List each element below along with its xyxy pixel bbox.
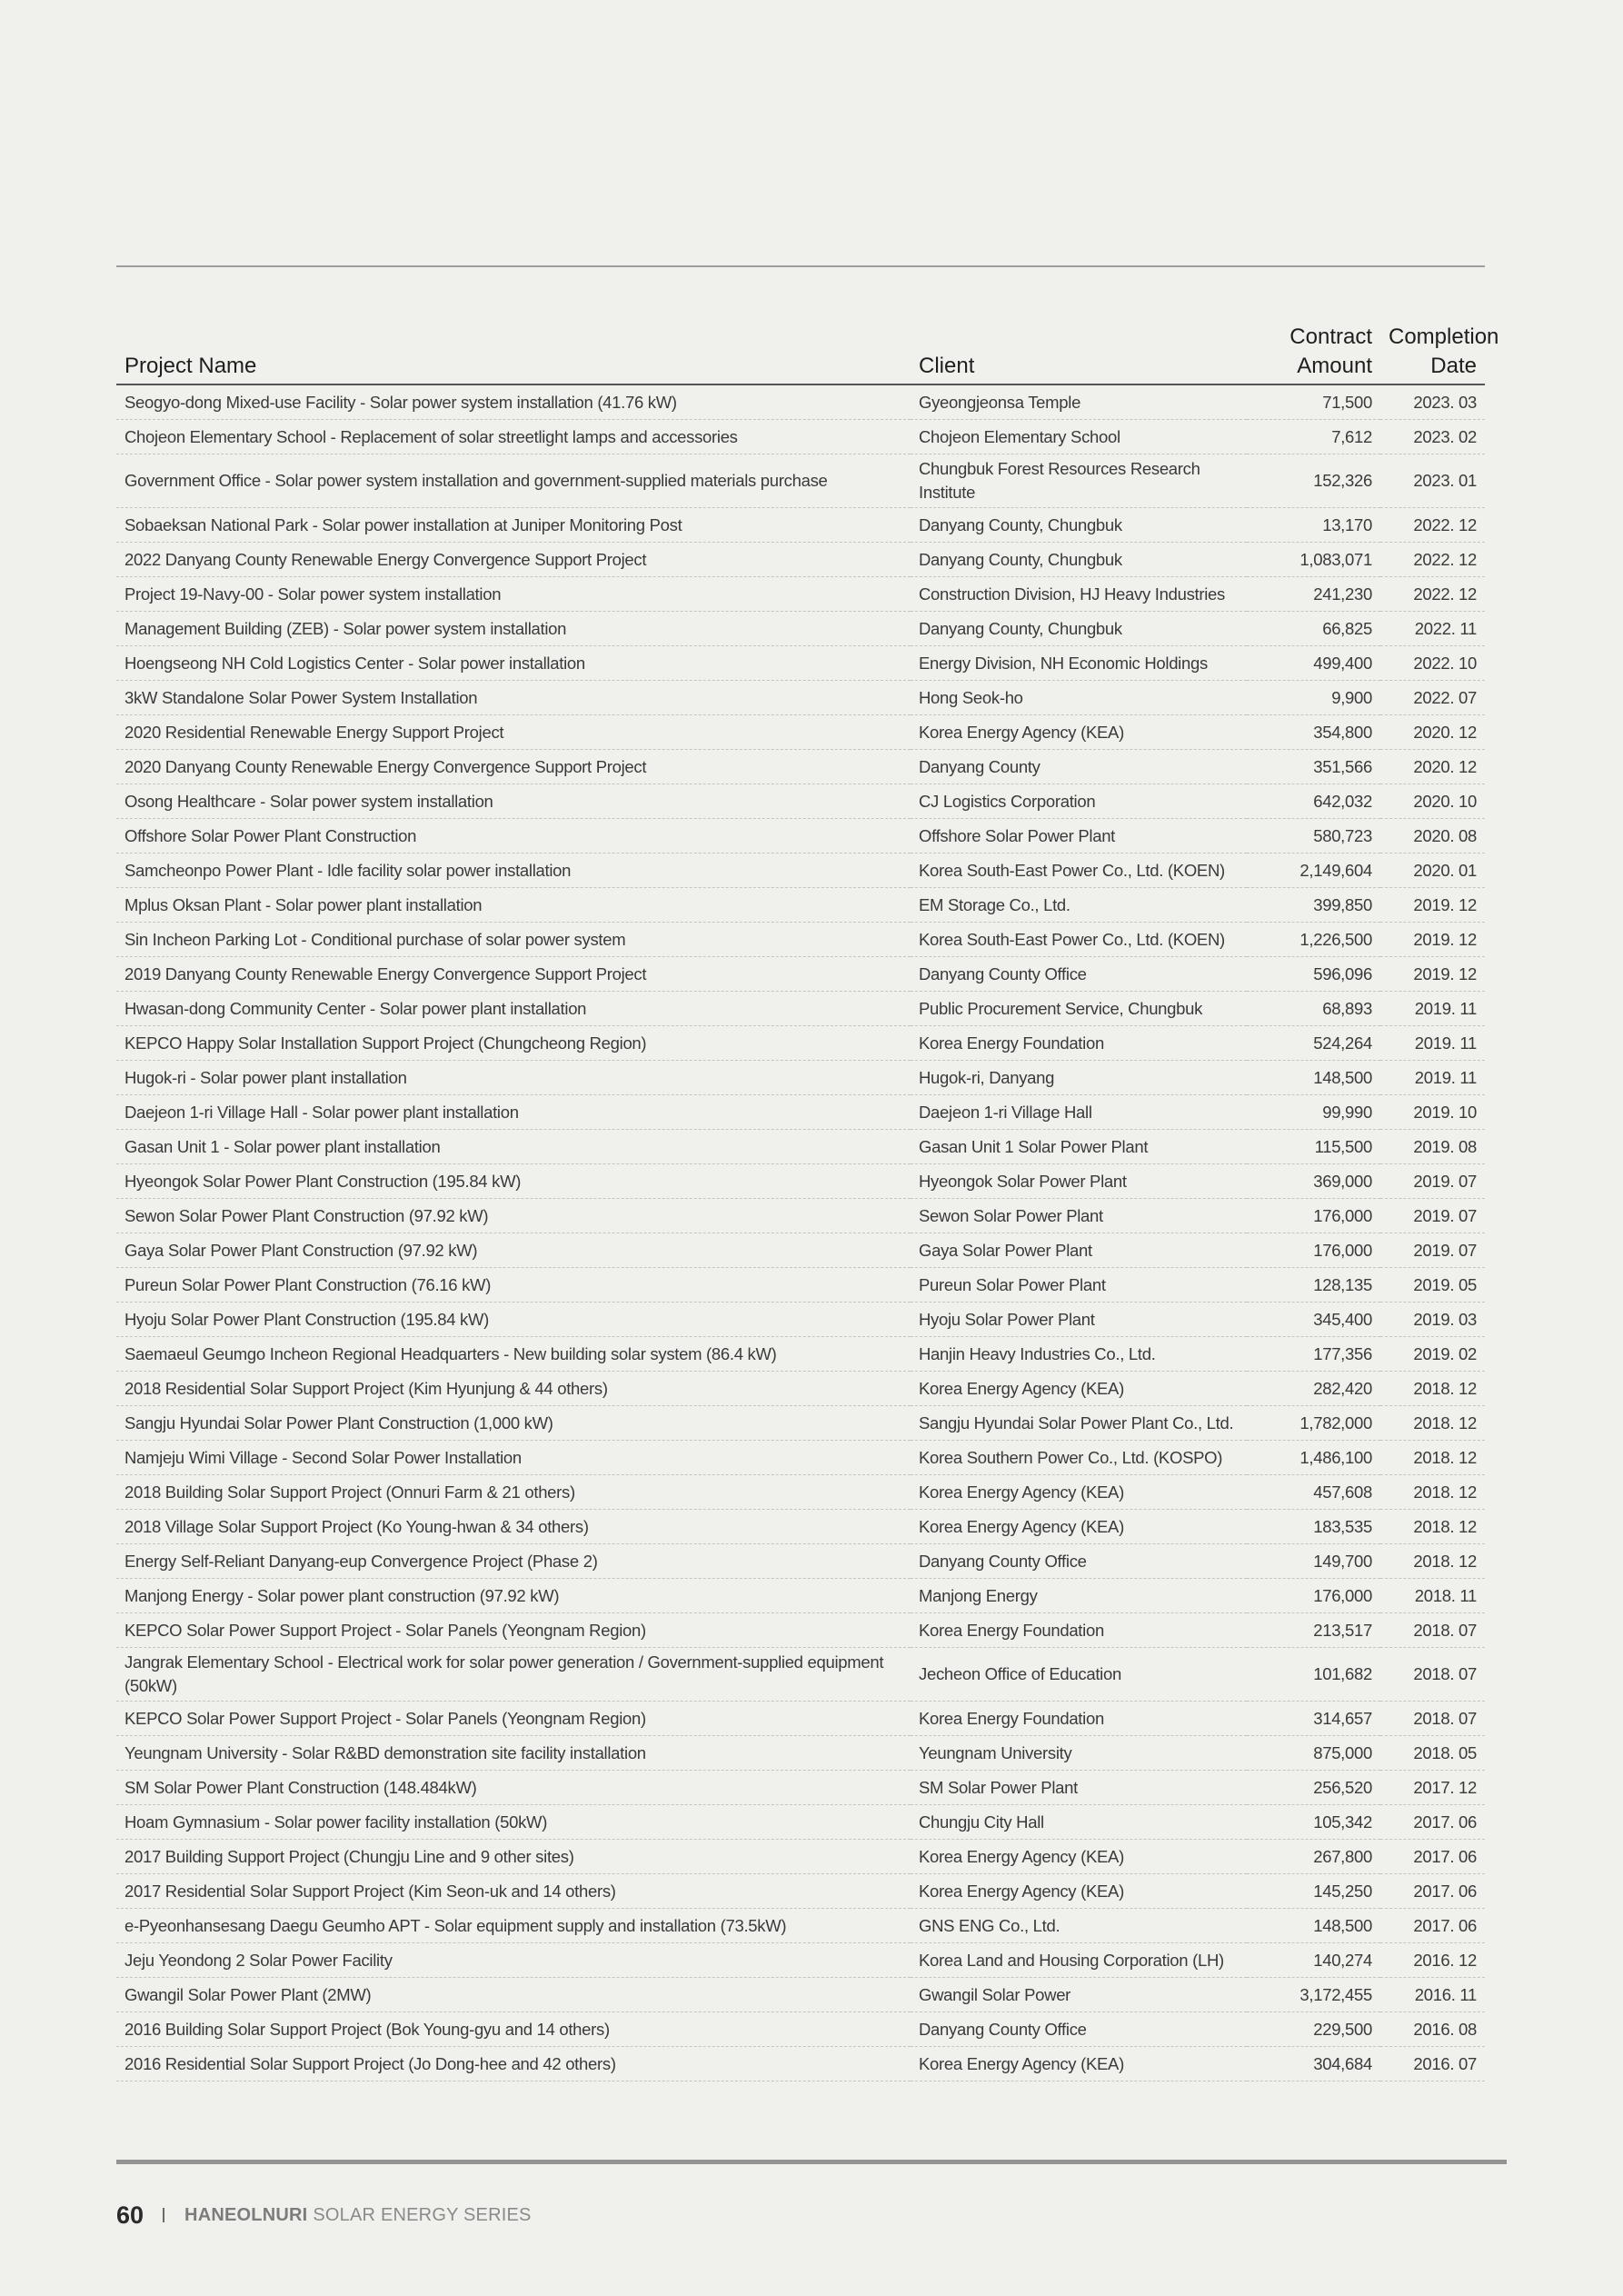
client-cell: Korea Energy Agency (KEA) xyxy=(911,1475,1247,1510)
project-name-cell: Hyoju Solar Power Plant Construction (195.84 kW) xyxy=(116,1303,911,1337)
table-row xyxy=(116,1909,1485,1943)
contract-amount-cell: 2,149,604 xyxy=(1247,854,1380,888)
client-cell: Danyang County Office xyxy=(911,2012,1247,2047)
contract-amount-cell: 177,356 xyxy=(1247,1337,1380,1372)
contract-amount-cell: 99,990 xyxy=(1247,1095,1380,1130)
completion-date-cell: 2019. 08 xyxy=(1380,1130,1485,1164)
table-row xyxy=(116,1026,1485,1061)
footer-series: SOLAR ENERGY SERIES xyxy=(313,2204,532,2225)
client-cell: Danyang County Office xyxy=(911,1544,1247,1579)
client-cell: GNS ENG Co., Ltd. xyxy=(911,1909,1247,1943)
completion-date-cell: 2016. 12 xyxy=(1380,1943,1485,1978)
table-row xyxy=(116,992,1485,1026)
table-row xyxy=(116,1303,1485,1337)
project-name-cell: 2017 Residential Solar Support Project (Kim Seon-uk and 14 others) xyxy=(116,1874,911,1909)
completion-date-cell: 2019. 02 xyxy=(1380,1337,1485,1372)
contract-amount-cell: 369,000 xyxy=(1247,1164,1380,1199)
contract-amount-cell: 642,032 xyxy=(1247,784,1380,819)
contract-amount-cell: 351,566 xyxy=(1247,750,1380,784)
table-row xyxy=(116,1613,1485,1648)
contract-amount-cell: 314,657 xyxy=(1247,1702,1380,1736)
table-row xyxy=(116,923,1485,957)
completion-date-cell: 2018. 12 xyxy=(1380,1372,1485,1406)
client-cell: Gyeongjeonsa Temple xyxy=(911,384,1247,420)
client-cell: Korea Energy Foundation xyxy=(911,1026,1247,1061)
contract-amount-cell: 1,782,000 xyxy=(1247,1406,1380,1441)
project-name-cell: 2016 Building Solar Support Project (Bok Young-gyu and 14 others) xyxy=(116,2012,911,2047)
completion-date-cell: 2017. 06 xyxy=(1380,1909,1485,1943)
completion-date-cell: 2018. 12 xyxy=(1380,1510,1485,1544)
contract-amount-cell: 140,274 xyxy=(1247,1943,1380,1978)
contract-amount-cell: 241,230 xyxy=(1247,577,1380,612)
client-cell: Gaya Solar Power Plant xyxy=(911,1233,1247,1268)
client-cell: Korea Southern Power Co., Ltd. (KOSPO) xyxy=(911,1441,1247,1475)
project-name-cell: Seogyo-dong Mixed-use Facility - Solar power system installation (41.76 kW) xyxy=(116,384,911,420)
project-name-cell: Gasan Unit 1 - Solar power plant installation xyxy=(116,1130,911,1164)
project-name-cell: Offshore Solar Power Plant Construction xyxy=(116,819,911,854)
table-row xyxy=(116,2012,1485,2047)
project-name-cell: Yeungnam University - Solar R&BD demonstration site facility installation xyxy=(116,1736,911,1771)
client-cell: Gasan Unit 1 Solar Power Plant xyxy=(911,1130,1247,1164)
table-row xyxy=(116,1978,1485,2012)
project-name-cell: 2020 Danyang County Renewable Energy Convergence Support Project xyxy=(116,750,911,784)
completion-date-cell: 2017. 06 xyxy=(1380,1840,1485,1874)
table-row xyxy=(116,2047,1485,2081)
contract-amount-cell: 149,700 xyxy=(1247,1544,1380,1579)
contract-amount-cell: 101,682 xyxy=(1247,1648,1380,1702)
client-cell: Offshore Solar Power Plant xyxy=(911,819,1247,854)
client-cell: Hyoju Solar Power Plant xyxy=(911,1303,1247,1337)
project-name-cell: KEPCO Solar Power Support Project - Solar Panels (Yeongnam Region) xyxy=(116,1702,911,1736)
client-cell: Hyeongok Solar Power Plant xyxy=(911,1164,1247,1199)
project-name-cell: Namjeju Wimi Village - Second Solar Power Installation xyxy=(116,1441,911,1475)
contract-amount-cell: 229,500 xyxy=(1247,2012,1380,2047)
table-row xyxy=(116,681,1485,715)
table-body xyxy=(116,384,1485,2081)
contract-amount-cell: 148,500 xyxy=(1247,1061,1380,1095)
completion-date-cell: 2019. 07 xyxy=(1380,1199,1485,1233)
completion-date-cell: 2016. 08 xyxy=(1380,2012,1485,2047)
contract-amount-cell: 7,612 xyxy=(1247,420,1380,454)
contract-amount-cell: 1,226,500 xyxy=(1247,923,1380,957)
project-name-cell: Hwasan-dong Community Center - Solar power plant installation xyxy=(116,992,911,1026)
header-contract-amount xyxy=(1247,323,1380,384)
contract-amount-cell: 282,420 xyxy=(1247,1372,1380,1406)
completion-date-cell: 2020. 12 xyxy=(1380,750,1485,784)
project-name-cell: 2022 Danyang County Renewable Energy Convergence Support Project xyxy=(116,543,911,577)
client-cell: Korea South-East Power Co., Ltd. (KOEN) xyxy=(911,923,1247,957)
completion-date-cell: 2019. 05 xyxy=(1380,1268,1485,1303)
completion-date-cell: 2020. 08 xyxy=(1380,819,1485,854)
project-name-cell: Saemaeul Geumgo Incheon Regional Headquarters - New building solar system (86.4 kW) xyxy=(116,1337,911,1372)
project-name-cell: Hugok-ri - Solar power plant installation xyxy=(116,1061,911,1095)
completion-date-cell: 2019. 07 xyxy=(1380,1233,1485,1268)
header-contract-amount-line2: Amount xyxy=(1297,354,1372,378)
completion-date-cell: 2020. 12 xyxy=(1380,715,1485,750)
contract-amount-cell: 457,608 xyxy=(1247,1475,1380,1510)
client-cell: Korea Energy Agency (KEA) xyxy=(911,1372,1247,1406)
contract-amount-cell: 9,900 xyxy=(1247,681,1380,715)
completion-date-cell: 2019. 03 xyxy=(1380,1303,1485,1337)
project-name-cell: KEPCO Solar Power Support Project - Solar Panels (Yeongnam Region) xyxy=(116,1613,911,1648)
table-row xyxy=(116,1475,1485,1510)
contract-amount-cell: 354,800 xyxy=(1247,715,1380,750)
completion-date-cell: 2018. 11 xyxy=(1380,1579,1485,1613)
client-cell: Jecheon Office of Education xyxy=(911,1648,1247,1702)
contract-amount-cell: 105,342 xyxy=(1247,1805,1380,1840)
table-row xyxy=(116,1579,1485,1613)
client-cell: Korea Energy Agency (KEA) xyxy=(911,1874,1247,1909)
footer-brand: HANEOLNURI xyxy=(184,2204,308,2225)
client-cell: Construction Division, HJ Heavy Industries xyxy=(911,577,1247,612)
project-name-cell: 2018 Building Solar Support Project (Onnuri Farm & 21 others) xyxy=(116,1475,911,1510)
contract-amount-cell: 580,723 xyxy=(1247,819,1380,854)
table-row xyxy=(116,646,1485,681)
header-completion-date xyxy=(1380,323,1499,384)
project-name-cell: 2016 Residential Solar Support Project (Jo Dong-hee and 42 others) xyxy=(116,2047,911,2081)
client-cell: SM Solar Power Plant xyxy=(911,1771,1247,1805)
client-cell: EM Storage Co., Ltd. xyxy=(911,888,1247,923)
client-cell: Korea Energy Agency (KEA) xyxy=(911,715,1247,750)
completion-date-cell: 2018. 12 xyxy=(1380,1544,1485,1579)
project-name-cell: e-Pyeonhansesang Daegu Geumho APT - Solar equipment supply and installation (73.5kW) xyxy=(116,1909,911,1943)
project-name-cell: Sobaeksan National Park - Solar power installation at Juniper Monitoring Post xyxy=(116,508,911,543)
client-cell: Chungju City Hall xyxy=(911,1805,1247,1840)
table-row xyxy=(116,1441,1485,1475)
completion-date-cell: 2018. 12 xyxy=(1380,1406,1485,1441)
bottom-divider xyxy=(116,2160,1507,2164)
client-cell: Korea Energy Agency (KEA) xyxy=(911,1840,1247,1874)
table-row xyxy=(116,1510,1485,1544)
project-name-cell: Management Building (ZEB) - Solar power system installation xyxy=(116,612,911,646)
table-row xyxy=(116,1268,1485,1303)
table-row xyxy=(116,819,1485,854)
client-cell: Pureun Solar Power Plant xyxy=(911,1268,1247,1303)
table-row xyxy=(116,577,1485,612)
client-cell: Danyang County Office xyxy=(911,957,1247,992)
completion-date-cell: 2022. 12 xyxy=(1380,577,1485,612)
project-name-cell: 2017 Building Support Project (Chungju Line and 9 other sites) xyxy=(116,1840,911,1874)
table-row xyxy=(116,1544,1485,1579)
table-row xyxy=(116,1805,1485,1840)
contract-amount-cell: 128,135 xyxy=(1247,1268,1380,1303)
table-row xyxy=(116,715,1485,750)
client-cell: Chojeon Elementary School xyxy=(911,420,1247,454)
table-row xyxy=(116,543,1485,577)
header-project-name: Project Name xyxy=(116,323,911,384)
completion-date-cell: 2020. 10 xyxy=(1380,784,1485,819)
header-completion-date-line1: Completion xyxy=(1389,324,1499,349)
completion-date-cell: 2022. 12 xyxy=(1380,543,1485,577)
contract-amount-cell: 148,500 xyxy=(1247,1909,1380,1943)
completion-date-cell: 2019. 11 xyxy=(1380,1061,1485,1095)
table-row xyxy=(116,784,1485,819)
project-name-cell: Sin Incheon Parking Lot - Conditional purchase of solar power system xyxy=(116,923,911,957)
contract-amount-cell: 176,000 xyxy=(1247,1233,1380,1268)
client-cell: Hanjin Heavy Industries Co., Ltd. xyxy=(911,1337,1247,1372)
table-row xyxy=(116,1702,1485,1736)
contract-amount-cell: 875,000 xyxy=(1247,1736,1380,1771)
header-client: Client xyxy=(911,323,1247,384)
client-cell: Yeungnam University xyxy=(911,1736,1247,1771)
client-cell: Danyang County, Chungbuk xyxy=(911,543,1247,577)
client-cell: Danyang County xyxy=(911,750,1247,784)
project-name-cell: Sewon Solar Power Plant Construction (97.92 kW) xyxy=(116,1199,911,1233)
table-row xyxy=(116,420,1485,454)
contract-amount-cell: 176,000 xyxy=(1247,1199,1380,1233)
table-row xyxy=(116,1874,1485,1909)
contract-amount-cell: 399,850 xyxy=(1247,888,1380,923)
completion-date-cell: 2016. 07 xyxy=(1380,2047,1485,2081)
table-row xyxy=(116,454,1485,508)
completion-date-cell: 2019. 07 xyxy=(1380,1164,1485,1199)
completion-date-cell: 2019. 11 xyxy=(1380,1026,1485,1061)
table-row xyxy=(116,1771,1485,1805)
project-name-cell: Hoengseong NH Cold Logistics Center - Solar power installation xyxy=(116,646,911,681)
project-name-cell: Sangju Hyundai Solar Power Plant Construction (1,000 kW) xyxy=(116,1406,911,1441)
table-row xyxy=(116,1337,1485,1372)
contract-amount-cell: 213,517 xyxy=(1247,1613,1380,1648)
contract-amount-cell: 115,500 xyxy=(1247,1130,1380,1164)
project-name-cell: Jeju Yeondong 2 Solar Power Facility xyxy=(116,1943,911,1978)
client-cell: Korea Energy Foundation xyxy=(911,1613,1247,1648)
client-cell: Chungbuk Forest Resources Research Institute xyxy=(911,454,1247,508)
table-row xyxy=(116,384,1485,420)
project-name-cell: Daejeon 1-ri Village Hall - Solar power plant installation xyxy=(116,1095,911,1130)
project-name-cell: Mplus Oksan Plant - Solar power plant installation xyxy=(116,888,911,923)
project-name-cell: Manjong Energy - Solar power plant construction (97.92 kW) xyxy=(116,1579,911,1613)
completion-date-cell: 2022. 10 xyxy=(1380,646,1485,681)
contract-amount-cell: 1,083,071 xyxy=(1247,543,1380,577)
table-row xyxy=(116,854,1485,888)
completion-date-cell: 2023. 03 xyxy=(1380,384,1485,420)
client-cell: Gwangil Solar Power xyxy=(911,1978,1247,2012)
contract-amount-cell: 3,172,455 xyxy=(1247,1978,1380,2012)
contract-amount-cell: 13,170 xyxy=(1247,508,1380,543)
completion-date-cell: 2019. 12 xyxy=(1380,923,1485,957)
project-name-cell: Project 19-Navy-00 - Solar power system installation xyxy=(116,577,911,612)
contract-amount-cell: 152,326 xyxy=(1247,454,1380,508)
client-cell: Danyang County, Chungbuk xyxy=(911,612,1247,646)
completion-date-cell: 2018. 12 xyxy=(1380,1475,1485,1510)
project-name-cell: Jangrak Elementary School - Electrical work for solar power generation / Government-supplied equipment (50kW) xyxy=(116,1648,911,1702)
project-name-cell: Hoam Gymnasium - Solar power facility installation (50kW) xyxy=(116,1805,911,1840)
project-name-cell: Osong Healthcare - Solar power system installation xyxy=(116,784,911,819)
completion-date-cell: 2018. 07 xyxy=(1380,1613,1485,1648)
client-cell: Korea Energy Foundation xyxy=(911,1702,1247,1736)
footer-separator xyxy=(163,2208,164,2222)
completion-date-cell: 2017. 12 xyxy=(1380,1771,1485,1805)
completion-date-cell: 2022. 11 xyxy=(1380,612,1485,646)
contract-amount-cell: 183,535 xyxy=(1247,1510,1380,1544)
table-row xyxy=(116,1130,1485,1164)
contract-amount-cell: 66,825 xyxy=(1247,612,1380,646)
project-name-cell: 3kW Standalone Solar Power System Installation xyxy=(116,681,911,715)
project-name-cell: 2020 Residential Renewable Energy Support Project xyxy=(116,715,911,750)
table-row xyxy=(116,1840,1485,1874)
table-row xyxy=(116,1736,1485,1771)
contract-amount-cell: 596,096 xyxy=(1247,957,1380,992)
client-cell: Korea Land and Housing Corporation (LH) xyxy=(911,1943,1247,1978)
project-name-cell: SM Solar Power Plant Construction (148.484kW) xyxy=(116,1771,911,1805)
client-cell: Danyang County, Chungbuk xyxy=(911,508,1247,543)
client-cell: Public Procurement Service, Chungbuk xyxy=(911,992,1247,1026)
completion-date-cell: 2023. 01 xyxy=(1380,454,1485,508)
completion-date-cell: 2016. 11 xyxy=(1380,1978,1485,2012)
table-row xyxy=(116,957,1485,992)
project-name-cell: Samcheonpo Power Plant - Idle facility solar power installation xyxy=(116,854,911,888)
table-row xyxy=(116,1199,1485,1233)
table-row xyxy=(116,888,1485,923)
project-name-cell: KEPCO Happy Solar Installation Support Project (Chungcheong Region) xyxy=(116,1026,911,1061)
contract-amount-cell: 524,264 xyxy=(1247,1026,1380,1061)
project-table xyxy=(116,323,1499,2081)
table-header xyxy=(116,323,1499,384)
table-row xyxy=(116,1233,1485,1268)
table-row xyxy=(116,612,1485,646)
table-row xyxy=(116,1943,1485,1978)
client-cell: Energy Division, NH Economic Holdings xyxy=(911,646,1247,681)
completion-date-cell: 2022. 07 xyxy=(1380,681,1485,715)
contract-amount-cell: 176,000 xyxy=(1247,1579,1380,1613)
completion-date-cell: 2018. 07 xyxy=(1380,1702,1485,1736)
header-completion-date-line2: Date xyxy=(1430,354,1477,378)
project-name-cell: Gaya Solar Power Plant Construction (97.92 kW) xyxy=(116,1233,911,1268)
client-cell: Manjong Energy xyxy=(911,1579,1247,1613)
table-row xyxy=(116,1164,1485,1199)
completion-date-cell: 2019. 12 xyxy=(1380,888,1485,923)
client-cell: Korea Energy Agency (KEA) xyxy=(911,1510,1247,1544)
contract-amount-cell: 256,520 xyxy=(1247,1771,1380,1805)
completion-date-cell: 2017. 06 xyxy=(1380,1805,1485,1840)
project-name-cell: Government Office - Solar power system installation and government-supplied materials purchase xyxy=(116,454,911,508)
contract-amount-cell: 1,486,100 xyxy=(1247,1441,1380,1475)
table-row xyxy=(116,508,1485,543)
client-cell: Hugok-ri, Danyang xyxy=(911,1061,1247,1095)
completion-date-cell: 2019. 11 xyxy=(1380,992,1485,1026)
table-row xyxy=(116,1061,1485,1095)
client-cell: Sangju Hyundai Solar Power Plant Co., Ltd. xyxy=(911,1406,1247,1441)
top-divider xyxy=(116,265,1485,267)
project-name-cell: Hyeongok Solar Power Plant Construction (195.84 kW) xyxy=(116,1164,911,1199)
client-cell: CJ Logistics Corporation xyxy=(911,784,1247,819)
completion-date-cell: 2019. 10 xyxy=(1380,1095,1485,1130)
page-footer xyxy=(116,2200,532,2231)
completion-date-cell: 2018. 07 xyxy=(1380,1648,1485,1702)
project-name-cell: Gwangil Solar Power Plant (2MW) xyxy=(116,1978,911,2012)
table-row xyxy=(116,1372,1485,1406)
completion-date-cell: 2018. 12 xyxy=(1380,1441,1485,1475)
project-name-cell: 2019 Danyang County Renewable Energy Convergence Support Project xyxy=(116,957,911,992)
project-name-cell: Energy Self-Reliant Danyang-eup Convergence Project (Phase 2) xyxy=(116,1544,911,1579)
contract-amount-cell: 68,893 xyxy=(1247,992,1380,1026)
client-cell: Korea South-East Power Co., Ltd. (KOEN) xyxy=(911,854,1247,888)
contract-amount-cell: 145,250 xyxy=(1247,1874,1380,1909)
page-number: 60 xyxy=(116,2201,144,2229)
contract-amount-cell: 345,400 xyxy=(1247,1303,1380,1337)
contract-amount-cell: 304,684 xyxy=(1247,2047,1380,2081)
completion-date-cell: 2019. 12 xyxy=(1380,957,1485,992)
project-name-cell: Chojeon Elementary School - Replacement of solar streetlight lamps and accessories xyxy=(116,420,911,454)
completion-date-cell: 2022. 12 xyxy=(1380,508,1485,543)
project-name-cell: Pureun Solar Power Plant Construction (76.16 kW) xyxy=(116,1268,911,1303)
project-name-cell: 2018 Residential Solar Support Project (Kim Hyunjung & 44 others) xyxy=(116,1372,911,1406)
completion-date-cell: 2017. 06 xyxy=(1380,1874,1485,1909)
client-cell: Sewon Solar Power Plant xyxy=(911,1199,1247,1233)
contract-amount-cell: 499,400 xyxy=(1247,646,1380,681)
client-cell: Hong Seok-ho xyxy=(911,681,1247,715)
completion-date-cell: 2018. 05 xyxy=(1380,1736,1485,1771)
completion-date-cell: 2020. 01 xyxy=(1380,854,1485,888)
contract-amount-cell: 71,500 xyxy=(1247,384,1380,420)
table-row xyxy=(116,1095,1485,1130)
contract-amount-cell: 267,800 xyxy=(1247,1840,1380,1874)
table-row xyxy=(116,1648,1485,1702)
table-row xyxy=(116,1406,1485,1441)
client-cell: Daejeon 1-ri Village Hall xyxy=(911,1095,1247,1130)
header-contract-amount-line1: Contract xyxy=(1289,324,1372,349)
client-cell: Korea Energy Agency (KEA) xyxy=(911,2047,1247,2081)
completion-date-cell: 2023. 02 xyxy=(1380,420,1485,454)
project-name-cell: 2018 Village Solar Support Project (Ko Young-hwan & 34 others) xyxy=(116,1510,911,1544)
table-row xyxy=(116,750,1485,784)
